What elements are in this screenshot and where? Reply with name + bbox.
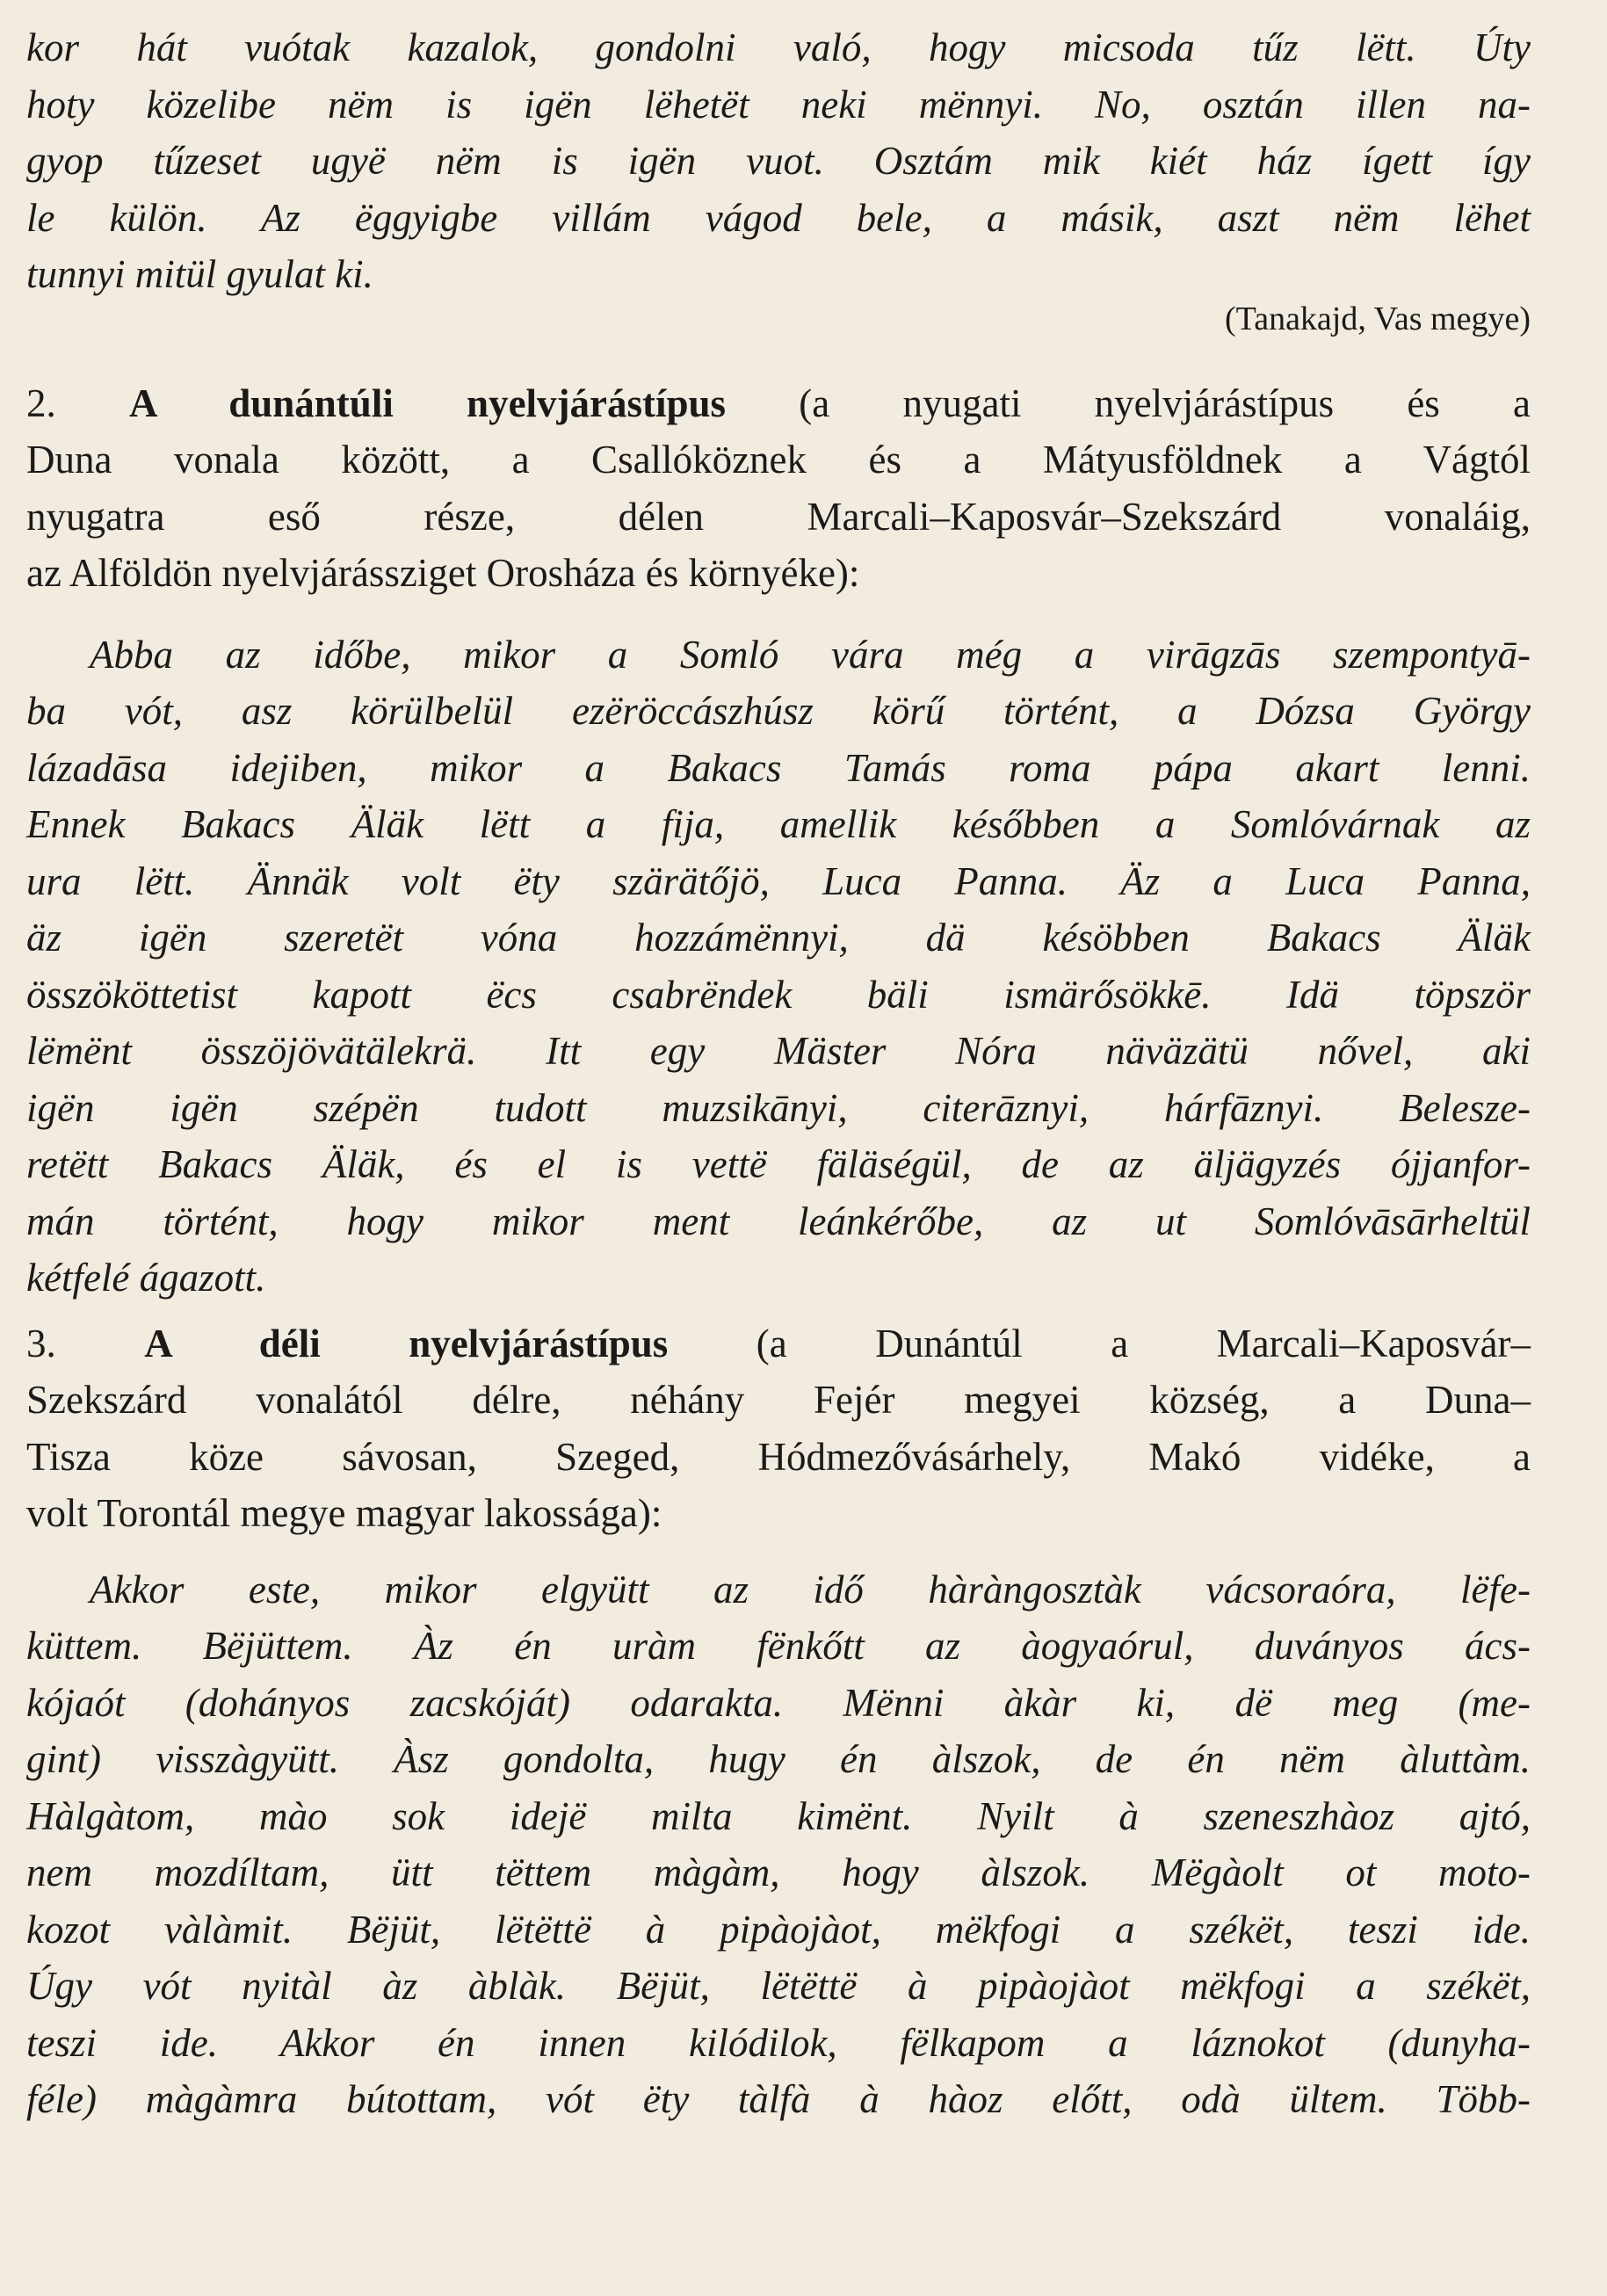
text-line: kozot vàlàmit. Bëjüt, lëtëttë à pipàojàot, mëkfogi a székët, teszi ide. bbox=[26, 1907, 1531, 1952]
text-line: teszi ide. Akkor én innen kilódilok, fëlkapom a láznokot (dunyha- bbox=[26, 2020, 1531, 2065]
text-line: kójaót (dohányos zacskóját) odarakta. Mënni àkàr ki, dë meg (me- bbox=[26, 1680, 1531, 1725]
text-line: volt Torontál megye magyar lakossága): bbox=[26, 1491, 662, 1535]
section-title: A déli nyelvjárástípus bbox=[144, 1321, 669, 1365]
text-line: ura lëtt. Ännäk volt ëty szärätőjö, Luca Panna. Äz a Luca Panna, bbox=[26, 858, 1531, 903]
text-line: nem mozdíltam, ütt tëttem màgàm, hogy àlszok. Mëgàolt ot moto- bbox=[26, 1851, 1531, 1894]
page-content bbox=[26, 19, 1531, 2128]
section-3-description bbox=[26, 1315, 1531, 1542]
text-line: le külön. Az ëggyigbe villám vágod bele, a másik, aszt nëm lëhet bbox=[26, 195, 1531, 240]
text-line: Úgy vót nyitàl àz àblàk. Bëjüt, lëtëttë à pipàojàot mëkfogi a székët, bbox=[26, 1964, 1531, 2008]
dialect-sample-somlo-cont bbox=[26, 683, 1531, 1307]
section-2-description bbox=[26, 375, 1531, 602]
text-line: Tisza köze sávosan, Szeged, Hódmezővásárhely, Makó vidéke, a bbox=[26, 1434, 1531, 1479]
text-line: Hàlgàtom, mào sok idejë milta kimënt. Nyilt à szeneszhàoz ajtó, bbox=[26, 1793, 1531, 1838]
section-heading-line bbox=[26, 375, 1531, 432]
section-desc-start: (a Dunántúl a Marcali–Kaposvár– bbox=[756, 1321, 1531, 1365]
text-line: Abba az időbe, mikor a Somló vára még a virāgzās szempontyā- bbox=[90, 632, 1531, 677]
source-citation: (Tanakajd, Vas megye) bbox=[1224, 300, 1531, 337]
text-line: gyop tűzeset ugyë nëm is igën vuot. Osztám mik kiét ház ígett így bbox=[26, 139, 1531, 183]
text-line: retëtt Bakacs Äläk, és el is vettë fäläségül, de az äljägyzés ójjanfor- bbox=[26, 1142, 1531, 1186]
text-line: Akkor este, mikor elgyütt az idő hàràngosztàk vácsoraóra, lëfe- bbox=[90, 1567, 1531, 1612]
text-line: tunnyi mitül gyulat ki. bbox=[26, 252, 373, 296]
text-line: nyugatra eső része, délen Marcali–Kaposvár–Szekszárd vonaláig, bbox=[26, 494, 1531, 539]
text-line: mán történt, hogy mikor ment leánkérőbe, az ut Somlóvāsārheltül bbox=[26, 1199, 1531, 1243]
text-line: Szekszárd vonalától délre, néhány Fejér megyei község, a Duna– bbox=[26, 1378, 1531, 1422]
text-line: küttem. Bëjüttem. Àz én uràm fënkőtt az àogyaórul, duványos ács- bbox=[26, 1624, 1531, 1668]
text-line: äz igën szeretët vóna hozzámënnyi, dä késöbben Bakacs Äläk bbox=[26, 916, 1531, 960]
text-line: Ennek Bakacs Äläk lëtt a fija, amellik későbben a Somlóvárnak az bbox=[26, 802, 1531, 846]
text-line: kor hát vuótak kazalok, gondolni való, hogy micsoda tűz lëtt. Úty bbox=[26, 25, 1531, 69]
text-line: ba vót, asz körülbelül ezëröccászhúsz körű történt, a Dózsa György bbox=[26, 689, 1531, 733]
section-title: A dunántúli nyelvjárástípus bbox=[128, 380, 727, 425]
dialect-sample-south bbox=[26, 1561, 1531, 2128]
section-heading-line bbox=[26, 1315, 1531, 1373]
section-number: 3. bbox=[26, 1321, 56, 1365]
text-line: féle) màgàmra bútottam, vót ëty tàlfà à hàoz előtt, odà ültem. Több- bbox=[26, 2077, 1531, 2121]
text-line: Duna vonala között, a Csallóköznek és a Mátyusföldnek a Vágtól bbox=[26, 438, 1531, 482]
dialect-sample-tanakajd bbox=[26, 19, 1531, 303]
text-line: hoty közelibe nëm is igën lëhetët neki mënnyi. No, osztán illen na- bbox=[26, 82, 1531, 127]
section-number: 2. bbox=[26, 380, 56, 425]
text-line: kétfelé ágazott. bbox=[26, 1256, 266, 1300]
text-line: gint) visszàgyütt. Àsz gondolta, hugy én àlszok, de én nëm àluttàm. bbox=[26, 1737, 1531, 1781]
text-line: összököttetist kapott ëcs csabrëndek bäli ismärősökkē. Idä töpször bbox=[26, 972, 1531, 1017]
text-line: az Alföldön nyelvjárássziget Orosháza és környéke): bbox=[26, 551, 860, 595]
text-line: lëmënt összöjövätälekrä. Itt egy Mäster Nóra näväzätü nővel, aki bbox=[26, 1029, 1531, 1073]
dialect-sample-somlo bbox=[26, 627, 1531, 684]
text-line: igën igën szépën tudott muzsikānyi, citerāznyi, hárfāznyi. Belesze- bbox=[26, 1085, 1531, 1130]
text-line: lázadāsa idejiben, mikor a Bakacs Tamás roma pápa akart lenni. bbox=[26, 745, 1531, 790]
section-desc-start: (a nyugati nyelvjárástípus és a bbox=[799, 380, 1531, 425]
